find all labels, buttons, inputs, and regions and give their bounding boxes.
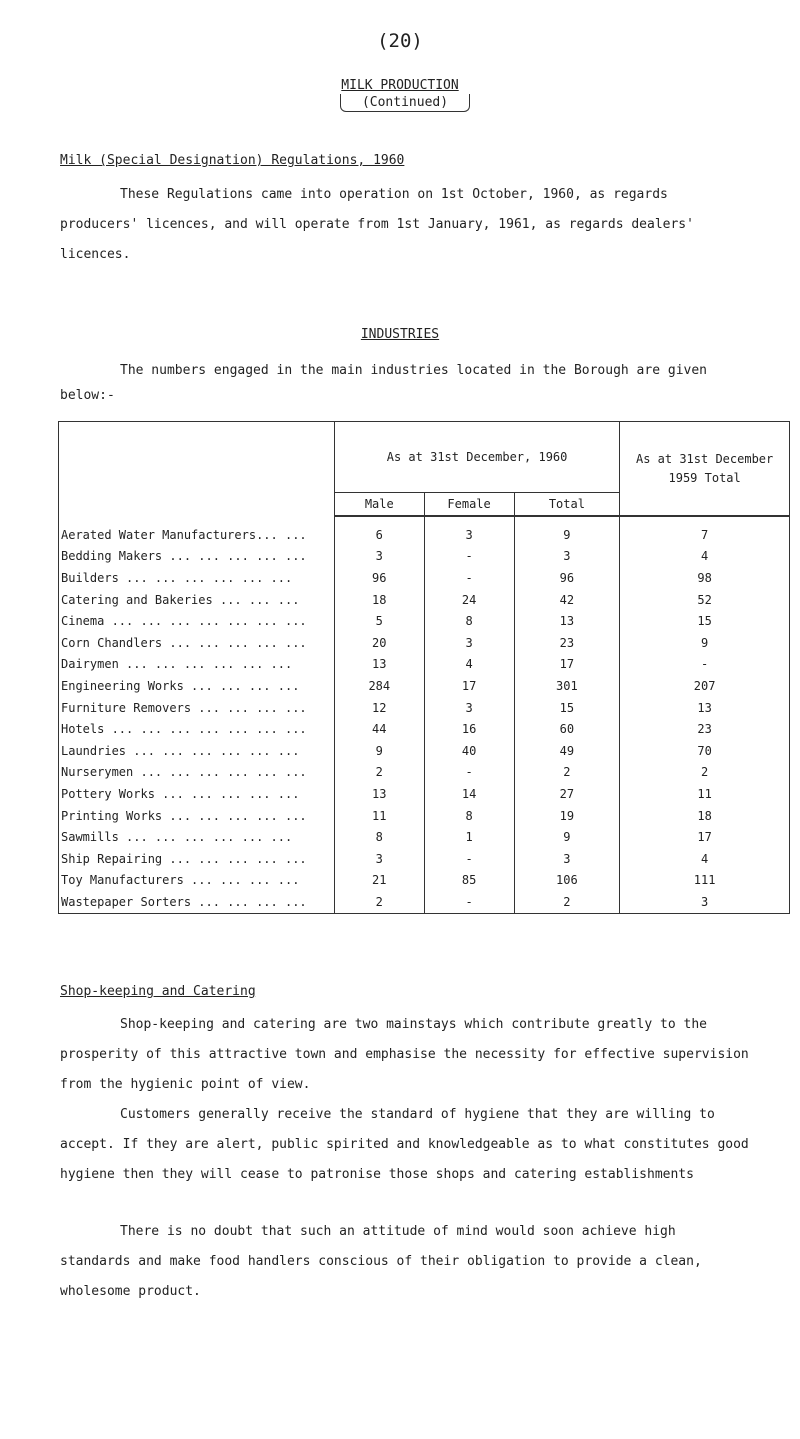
table-row (59, 632, 790, 654)
shopkeeping-paragraph-3: There is no doubt that such an attitude of mind would soon achieve high standards and make food handlers conscious of their obligation to provide a clean, wholesome product. (60, 1224, 702, 1299)
cell-female: 4 (424, 654, 514, 676)
cell-total: 49 (514, 740, 620, 762)
cell-female: - (424, 567, 514, 589)
table-row (59, 697, 790, 719)
cell-total: 301 (514, 675, 620, 697)
cell-prev-total: 4 (620, 546, 790, 568)
cell-prev-total: 2 (620, 762, 790, 784)
cell-female: 8 (424, 805, 514, 827)
cell-female: 1 (424, 826, 514, 848)
cell-total: 15 (514, 697, 620, 719)
table-row (59, 589, 790, 611)
cell-female: - (424, 546, 514, 568)
cell-female: 3 (424, 516, 514, 546)
section-subtitle: (Continued) (340, 94, 470, 112)
industries-heading: INDUSTRIES (360, 327, 440, 342)
table-row (59, 783, 790, 805)
row-label: Wastepaper Sorters ... ... ... ... (59, 891, 335, 913)
cell-male: 44 (334, 718, 424, 740)
table-row (59, 870, 790, 892)
table-row (59, 567, 790, 589)
column-header-total: Total (514, 493, 620, 517)
column-header-female: Female (424, 493, 514, 517)
cell-female: - (424, 762, 514, 784)
cell-female: 40 (424, 740, 514, 762)
cell-total: 106 (514, 870, 620, 892)
cell-total: 42 (514, 589, 620, 611)
cell-male: 8 (334, 826, 424, 848)
table-row (59, 654, 790, 676)
cell-male: 3 (334, 546, 424, 568)
shopkeeping-heading: Shop-keeping and Catering (60, 984, 256, 999)
row-label: Corn Chandlers ... ... ... ... ... (59, 632, 335, 654)
shopkeeping-paragraph-1: Shop-keeping and catering are two mainstays which contribute greatly to the prosperity of this attractive town and emphasise the necessity for effective supervision from the hygienic point of view. (60, 1017, 749, 1092)
industries-table (58, 421, 790, 914)
cell-total: 3 (514, 848, 620, 870)
cell-female: 85 (424, 870, 514, 892)
cell-male: 9 (334, 740, 424, 762)
row-label: Sawmills ... ... ... ... ... ... (59, 826, 335, 848)
cell-total: 60 (514, 718, 620, 740)
cell-male: 20 (334, 632, 424, 654)
row-label: Ship Repairing ... ... ... ... ... (59, 848, 335, 870)
cell-total: 13 (514, 610, 620, 632)
cell-prev-total: 23 (620, 718, 790, 740)
cell-prev-total: 98 (620, 567, 790, 589)
row-label: Cinema ... ... ... ... ... ... ... (59, 610, 335, 632)
cell-male: 6 (334, 516, 424, 546)
cell-male: 5 (334, 610, 424, 632)
row-label: Nurserymen ... ... ... ... ... ... (59, 762, 335, 784)
row-label: Hotels ... ... ... ... ... ... ... (59, 718, 335, 740)
table-row (59, 610, 790, 632)
cell-male: 284 (334, 675, 424, 697)
cell-prev-total: 70 (620, 740, 790, 762)
cell-total: 19 (514, 805, 620, 827)
cell-total: 9 (514, 516, 620, 546)
cell-female: 3 (424, 632, 514, 654)
cell-prev-total: 207 (620, 675, 790, 697)
cell-prev-total: 4 (620, 848, 790, 870)
cell-prev-total: 18 (620, 805, 790, 827)
shopkeeping-paragraph-2: Customers generally receive the standard of hygiene that they are willing to accept. If they are alert, public spirited and knowledgeable as to what constitutes good hygiene then they will cease to patronise those shops and catering establishments (60, 1107, 749, 1182)
cell-prev-total: 9 (620, 632, 790, 654)
cell-male: 96 (334, 567, 424, 589)
table-row (59, 740, 790, 762)
cell-prev-total: 11 (620, 783, 790, 805)
cell-total: 23 (514, 632, 620, 654)
page-number: (20) (377, 30, 423, 52)
row-label: Toy Manufacturers ... ... ... ... (59, 870, 335, 892)
cell-prev-total: 52 (620, 589, 790, 611)
cell-total: 27 (514, 783, 620, 805)
cell-male: 21 (334, 870, 424, 892)
regulations-heading: Milk (Special Designation) Regulations, 1960 (60, 153, 405, 168)
cell-female: - (424, 848, 514, 870)
row-label: Furniture Removers ... ... ... ... (59, 697, 335, 719)
cell-total: 3 (514, 546, 620, 568)
table-row (59, 718, 790, 740)
table-group-header: As at 31st December, 1960 (334, 422, 619, 493)
cell-male: 2 (334, 762, 424, 784)
cell-prev-total: 7 (620, 516, 790, 546)
cell-female: 14 (424, 783, 514, 805)
cell-prev-total: 13 (620, 697, 790, 719)
row-label: Catering and Bakeries ... ... ... (59, 589, 335, 611)
cell-female: 16 (424, 718, 514, 740)
row-label: Builders ... ... ... ... ... ... (59, 567, 335, 589)
cell-total: 2 (514, 891, 620, 913)
table-row (59, 826, 790, 848)
cell-prev-total: 15 (620, 610, 790, 632)
regulations-paragraph: These Regulations came into operation on 1st October, 1960, as regards producers' licences, and will operate from 1st January, 1961, as regards dealers' licences. (60, 187, 694, 262)
table-row (59, 805, 790, 827)
row-label: Aerated Water Manufacturers... ... (59, 516, 335, 546)
table-row (59, 848, 790, 870)
cell-female: 17 (424, 675, 514, 697)
cell-total: 2 (514, 762, 620, 784)
table-prev-header: As at 31st December 1959 Total (620, 422, 790, 517)
table-body (59, 516, 790, 913)
cell-prev-total: 111 (620, 870, 790, 892)
table-row (59, 891, 790, 913)
row-label: Printing Works ... ... ... ... ... (59, 805, 335, 827)
cell-female: 8 (424, 610, 514, 632)
table-row (59, 762, 790, 784)
cell-male: 11 (334, 805, 424, 827)
row-label: Engineering Works ... ... ... ... (59, 675, 335, 697)
industries-intro: The numbers engaged in the main industries located in the Borough are given below:- (60, 363, 707, 403)
table-corner (59, 422, 335, 517)
table-row (59, 546, 790, 568)
cell-male: 12 (334, 697, 424, 719)
cell-prev-total: 17 (620, 826, 790, 848)
cell-male: 18 (334, 589, 424, 611)
section-title: MILK PRODUCTION (341, 78, 459, 93)
column-header-male: Male (334, 493, 424, 517)
cell-female: 3 (424, 697, 514, 719)
cell-female: - (424, 891, 514, 913)
row-label: Bedding Makers ... ... ... ... ... (59, 546, 335, 568)
cell-male: 13 (334, 654, 424, 676)
cell-female: 24 (424, 589, 514, 611)
table-row (59, 516, 790, 546)
row-label: Laundries ... ... ... ... ... ... (59, 740, 335, 762)
cell-prev-total: - (620, 654, 790, 676)
cell-total: 9 (514, 826, 620, 848)
row-label: Pottery Works ... ... ... ... ... (59, 783, 335, 805)
cell-male: 3 (334, 848, 424, 870)
cell-total: 17 (514, 654, 620, 676)
cell-prev-total: 3 (620, 891, 790, 913)
cell-male: 13 (334, 783, 424, 805)
cell-total: 96 (514, 567, 620, 589)
row-label: Dairymen ... ... ... ... ... ... (59, 654, 335, 676)
table-row (59, 675, 790, 697)
cell-male: 2 (334, 891, 424, 913)
